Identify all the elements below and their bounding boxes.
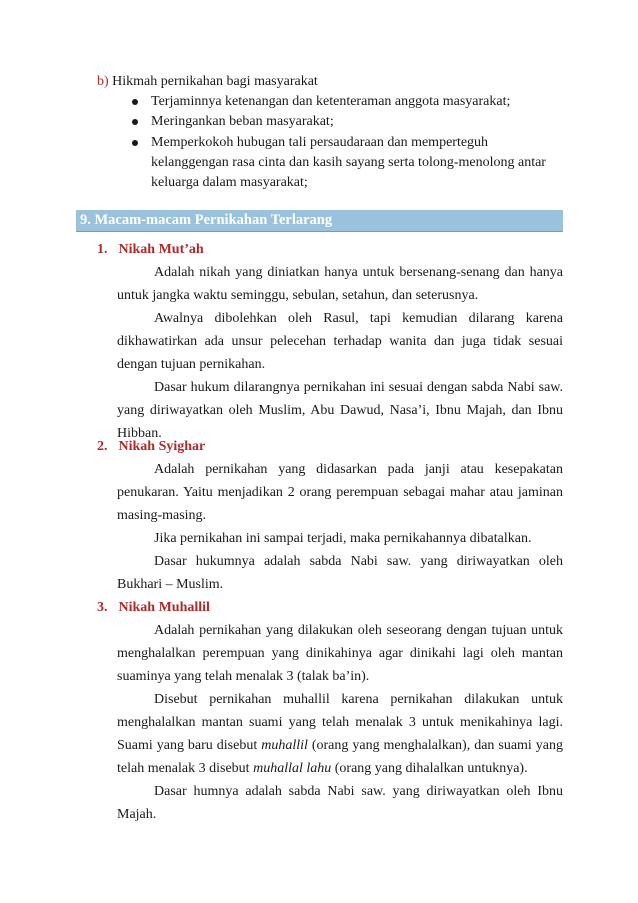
paragraph: Adalah nikah yang diniatkan hanya untuk bersenang-senang dan hanya untuk jangka waktu seminggu, sebulan, setahun, dan seterusnya. xyxy=(117,265,563,303)
paragraph-text: (orang yang menghalalkan), dan suami yang telah menalak 3 disebut xyxy=(117,738,564,776)
item-title-text: Nikah Syighar xyxy=(118,439,206,454)
paragraph: Jika pernikahan ini sampai terjadi, maka pernikahannya dibatalkan. xyxy=(154,531,532,546)
bullet-text: Terjaminnya ketenangan dan ketenteraman anggota masyarakat; xyxy=(151,94,511,109)
section-b-title: Hikmah pernikahan bagi masyarakat xyxy=(112,74,318,89)
item-number: 3. xyxy=(97,600,108,615)
item-title-text: Nikah Muhallil xyxy=(118,600,210,615)
bullet-list xyxy=(97,92,567,193)
list-item-nikah-muhallil xyxy=(97,597,563,826)
paragraph: Dasar humnya adalah sabda Nabi saw. yang diriwayatkan oleh Ibnu Majah. xyxy=(117,784,563,822)
section-b-letter: b) xyxy=(97,74,109,89)
item-number: 2. xyxy=(97,439,108,454)
list-item-nikah-mutah xyxy=(97,239,563,445)
list-item-nikah-syighar xyxy=(97,436,563,596)
section-header-bar xyxy=(76,210,563,232)
paragraph-text: (orang yang dihalalkan untuknya). xyxy=(331,761,528,776)
item-body xyxy=(97,458,563,596)
bullet-dot-icon xyxy=(132,119,138,125)
bullet-item xyxy=(130,133,567,194)
bullet-dot-icon xyxy=(132,99,138,105)
item-body xyxy=(97,261,563,445)
item-title-text: Nikah Mut’ah xyxy=(118,242,204,257)
paragraph: Dasar hukumnya adalah sabda Nabi saw. yang diriwayatkan oleh Bukhari – Muslim. xyxy=(117,554,563,592)
paragraph-text: Disebut pernikahan muhallil karena pernikahan dilakukan untuk menghalalkan mantan suami yang telah menalak 3 untuk menikahinya lagi. xyxy=(117,692,563,730)
bullet-item xyxy=(130,92,567,112)
item-title xyxy=(97,239,563,261)
item-title xyxy=(97,597,563,619)
paragraph: Adalah pernikahan yang dilakukan oleh seseorang dengan tujuan untuk menghalalkan perempuan yang dinikahinya agar dinikahi lagi oleh mantan suaminya yang telah menalak 3 (talak ba’in). xyxy=(117,623,563,684)
paragraph xyxy=(117,688,563,780)
item-number: 1. xyxy=(97,242,108,257)
paragraph: Awalnya dibolehkan oleh Rasul, tapi kemudian dilarang karena dikhawatirkan ada unsur pelecehan terhadap wanita dan juga tidak sesuai dengan tujuan pernikahan. xyxy=(117,311,563,372)
item-body xyxy=(97,619,563,826)
section-header-title: 9. Macam-macam Pernikahan Terlarang xyxy=(80,212,333,228)
term-muhallil: muhallil xyxy=(261,738,308,753)
bullet-item xyxy=(130,112,567,132)
bullet-text: Memperkokoh hubugan tali persaudaraan dan memperteguh kelanggengan rasa cinta dan kasih sayang serta tolong-menolong antar keluarga dalam masyarakat; xyxy=(151,134,546,191)
bullet-dot-icon xyxy=(132,140,138,146)
paragraph: Dasar hukum dilarangnya pernikahan ini sesuai dengan sabda Nabi saw. yang diriwayatkan oleh Muslim, Abu Dawud, Nasa’i, Ibnu Majah, dan Ibnu Hibban. xyxy=(117,380,563,441)
section-b xyxy=(97,72,567,193)
section-b-heading xyxy=(97,72,567,92)
paragraph-text: Suami yang baru disebut xyxy=(117,738,262,753)
bullet-text: Meringankan beban masyarakat; xyxy=(151,114,334,130)
item-title xyxy=(97,436,563,458)
term-muhallal-lahu: muhallal lahu xyxy=(253,761,332,776)
paragraph: Adalah pernikahan yang didasarkan pada janji atau kesepakatan penukaran. Yaitu menjadikan 2 orang perempuan sebagai mahar atau jaminan masing-masing. xyxy=(117,462,563,523)
